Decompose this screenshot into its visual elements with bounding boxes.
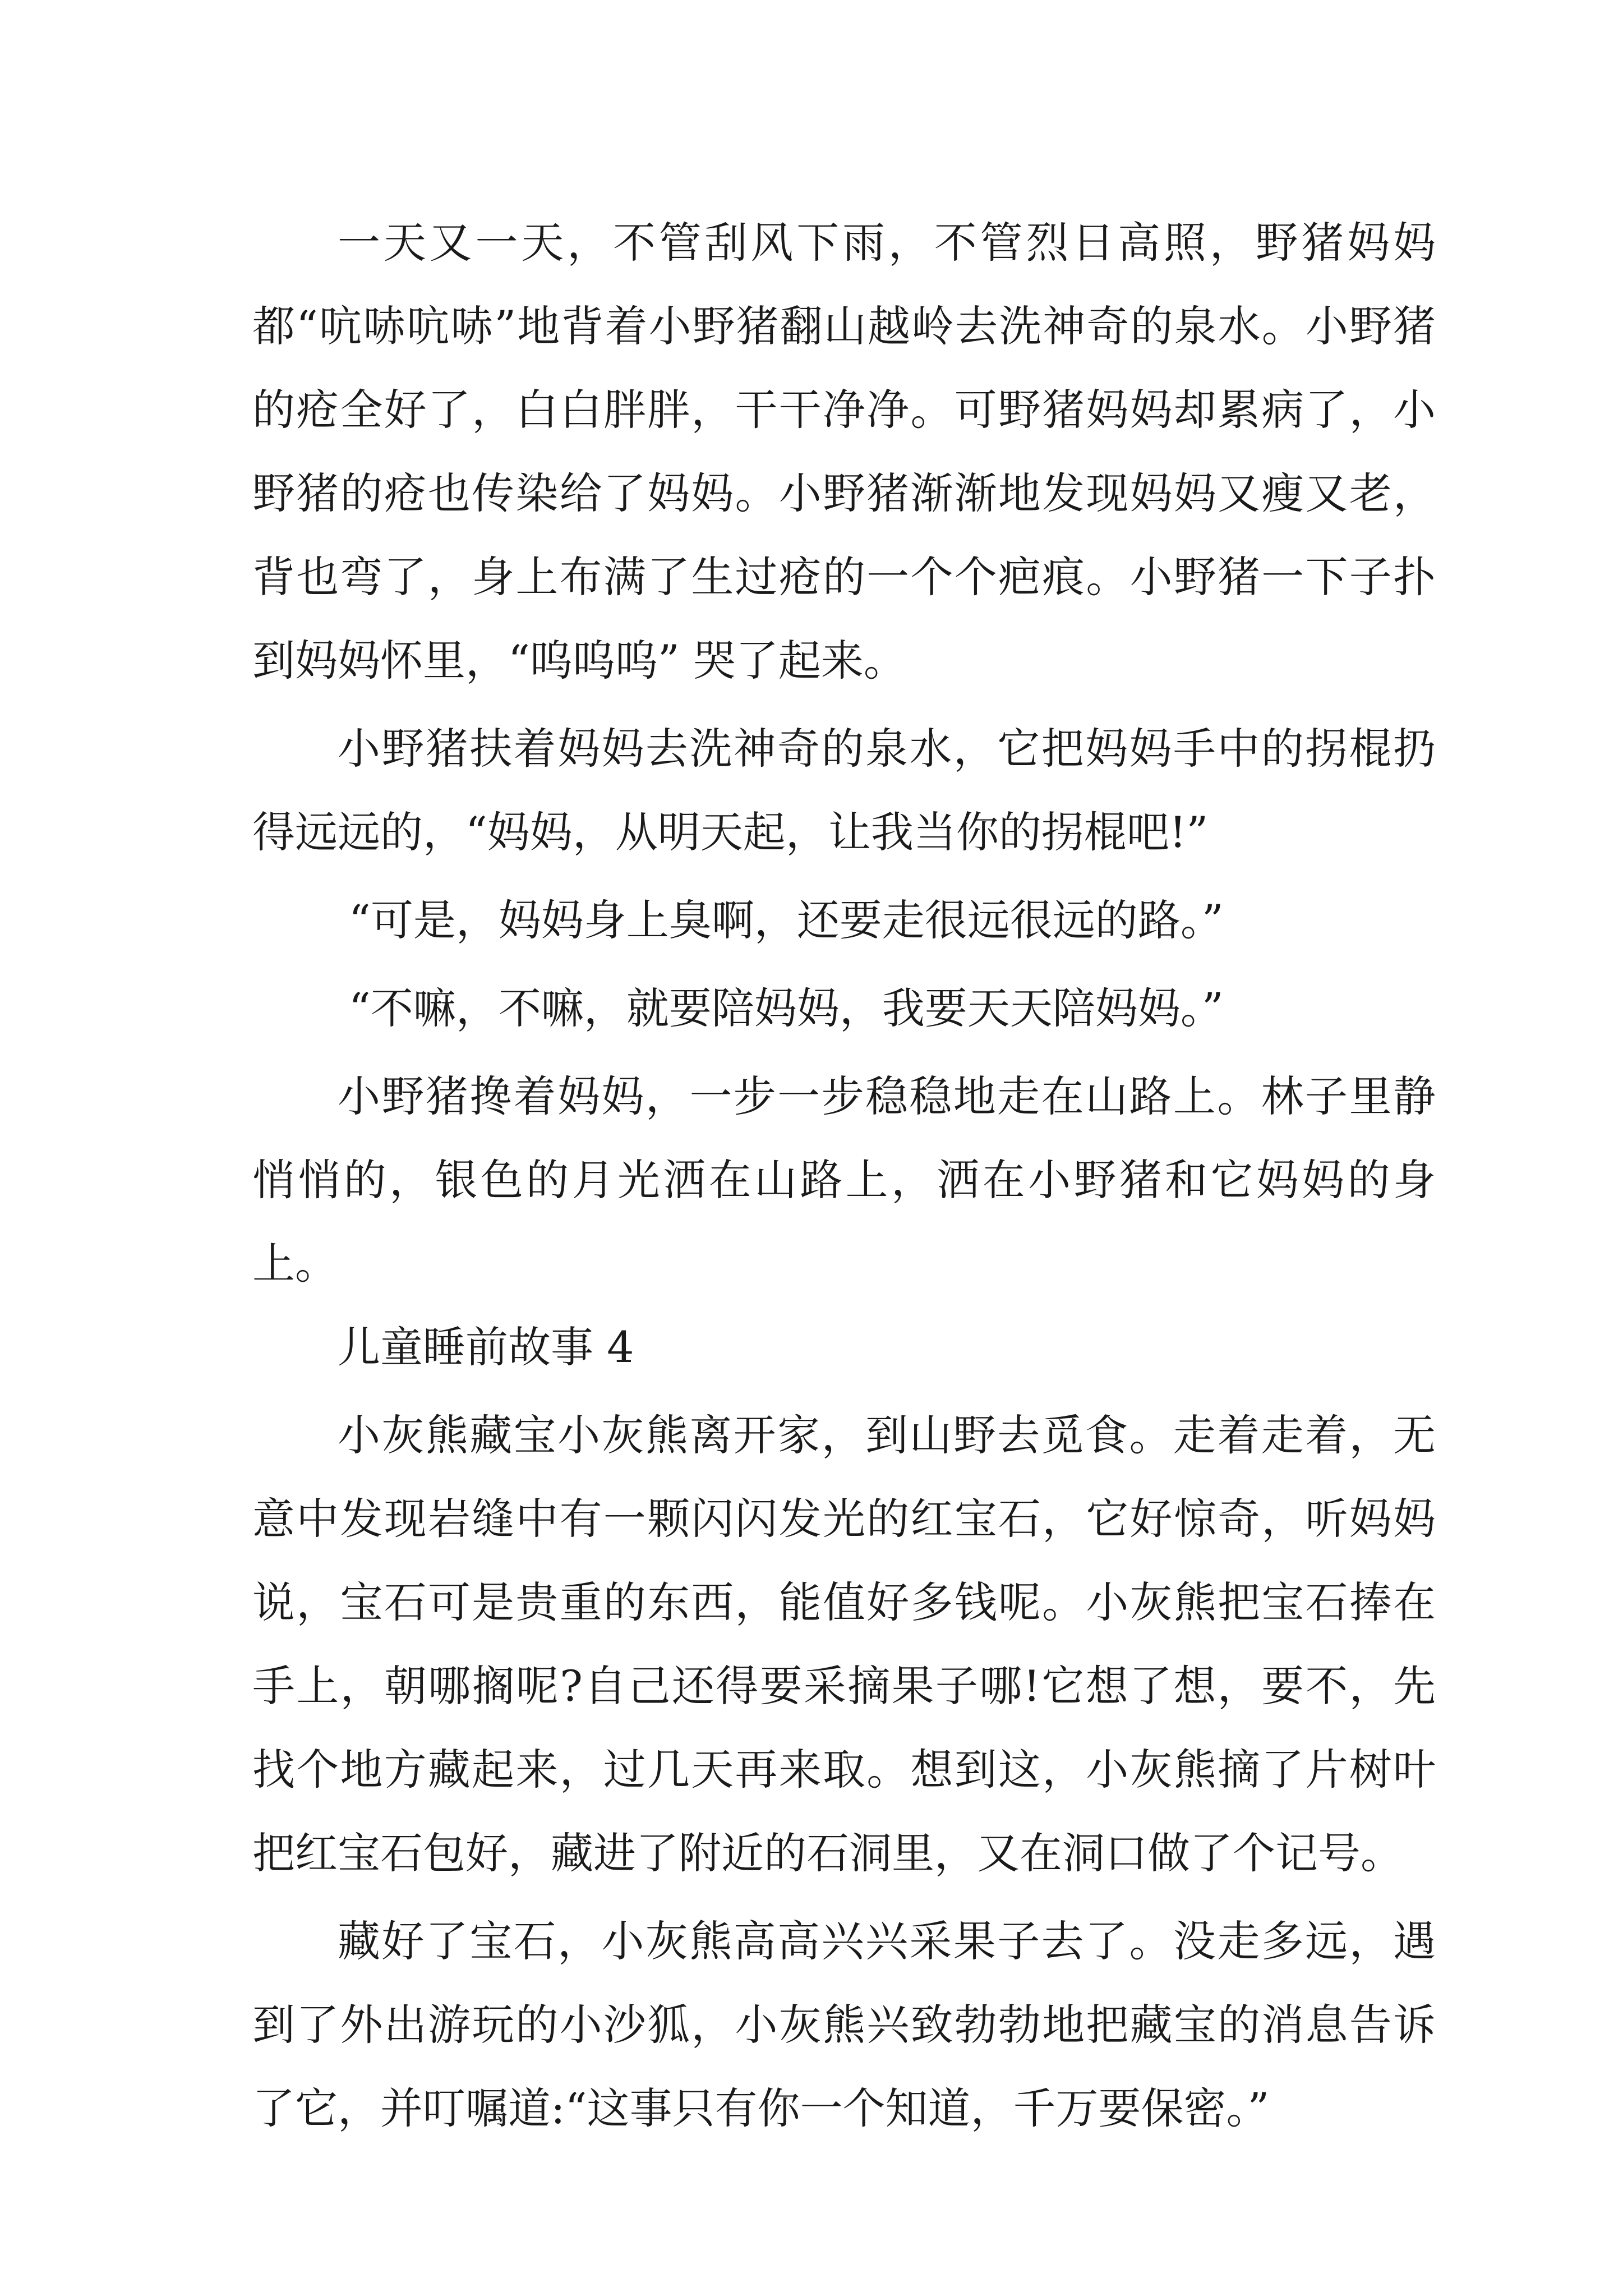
paragraph-mother-reply: “可是，妈妈身上臭啊，还要走很远很远的路。” <box>349 895 1224 945</box>
paragraph-sand-fox: 藏好了宝石，小灰熊高高兴兴采果子去了。没走多远，遇到了外出游玩的小沙狐，小灰熊兴致勃勃地把藏宝的消息告诉了它，并叮嘱道:“这事只有你一个知道，千万要保密。” <box>252 1916 1436 2133</box>
paragraph-piglet-reply: “不嘛，不嘛，就要陪妈妈，我要天天陪妈妈。” <box>349 983 1224 1033</box>
paragraph-gray-bear: 小灰熊藏宝小灰熊离开家，到山野去觅食。走着走着，无意中发现岩缝中有一颗闪闪发光的红宝石，它好惊奇，听妈妈说，宝石可是贵重的东西，能值好多钱呢。小灰熊把宝石捧在手上，朝哪搁呢?自己还得要采摘果子哪!它想了想，要不，先找个地方藏起来，过几天再来取。想到这，小灰熊摘了片树叶把红宝石包好，藏进了附近的石洞里，又在洞口做了个记号。 <box>252 1410 1436 1878</box>
document-page <box>252 201 1436 2150</box>
paragraph-mountain-road: 小野猪搀着妈妈，一步一步稳稳地走在山路上。林子里静悄悄的，银色的月光洒在山路上，洒在小野猪和它妈妈的身上。 <box>252 1071 1436 1289</box>
paragraph-walking-stick: 小野猪扶着妈妈去洗神奇的泉水，它把妈妈手中的拐棍扔得远远的，“妈妈，从明天起，让我当你的拐棍吧!” <box>252 724 1436 857</box>
story-heading: 儿童睡前故事 4 <box>338 1322 634 1372</box>
paragraph-mother-sick: 一天又一天，不管刮风下雨，不管烈日高照，野猪妈妈都“吭哧吭哧”地背着小野猪翻山越岭去洗神奇的泉水。小野猪的疮全好了，白白胖胖，干干净净。可野猪妈妈却累病了，小野猪的疮也传染给了妈妈。小野猪渐渐地发现妈妈又瘦又老，背也弯了，身上布满了生过疮的一个个疤痕。小野猪一下子扑到妈妈怀里，“呜呜呜” 哭了起来。 <box>252 218 1436 685</box>
